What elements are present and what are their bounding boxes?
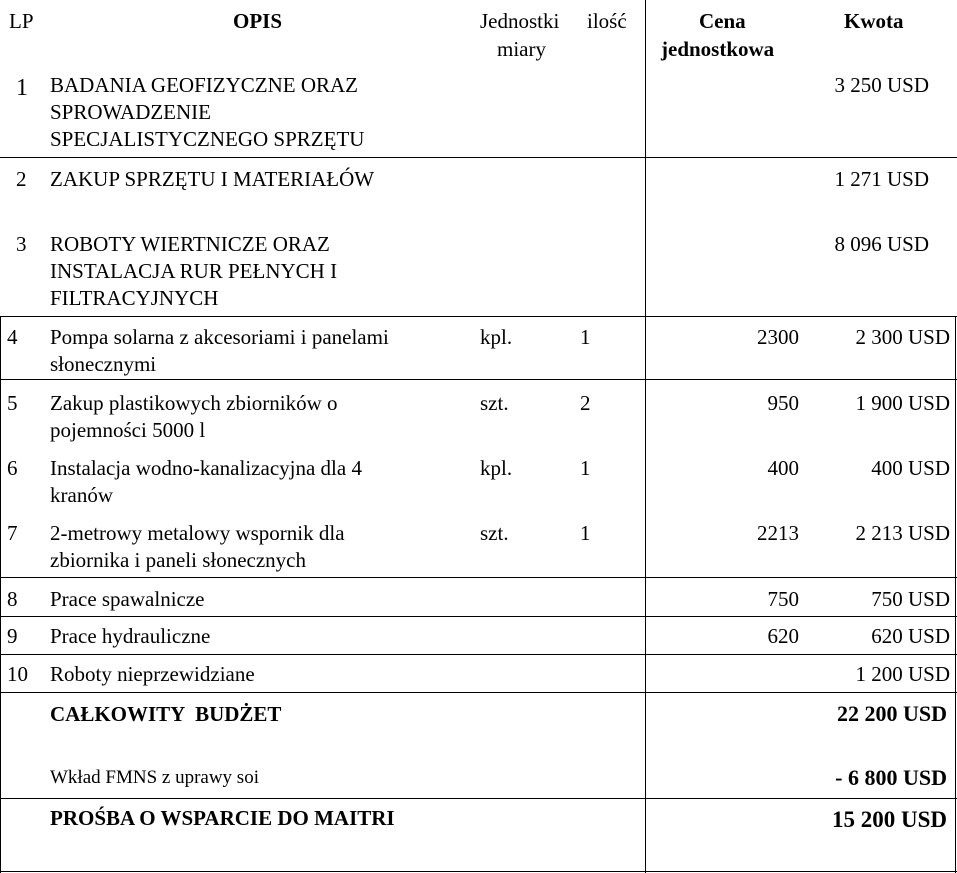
- support-request-label: PROŚBA O WSPARCIE DO MAITRI: [50, 806, 395, 830]
- row-divider: [0, 379, 957, 380]
- row-qty: 2: [580, 391, 591, 415]
- row-lp: 6: [7, 456, 18, 480]
- row-description-line: SPROWADZENIE: [50, 100, 211, 124]
- row-divider: [0, 577, 957, 578]
- row-amount: 400 USD: [871, 456, 950, 480]
- row-qty: 1: [580, 456, 591, 480]
- row-description-line: Roboty nieprzewidziane: [50, 662, 255, 686]
- row-divider: [0, 157, 957, 158]
- header-kwota: Kwota: [844, 9, 904, 33]
- row-amount: 750 USD: [871, 587, 950, 611]
- row-unit-price: 750: [767, 587, 799, 611]
- total-budget-amount: 22 200 USD: [836, 701, 947, 726]
- row-amount: 2 300 USD: [855, 325, 950, 349]
- row-divider: [0, 616, 957, 617]
- total-budget-label: CAŁKOWITY BUDŻET: [50, 702, 282, 726]
- row-description-line: pojemności 5000 l: [50, 418, 206, 442]
- left-border: [0, 316, 1, 873]
- row-unit: szt.: [480, 391, 509, 415]
- row-qty: 1: [580, 521, 591, 545]
- row-lp: 1: [16, 75, 28, 101]
- row-divider: [0, 692, 957, 693]
- row-amount: 1 200 USD: [855, 662, 950, 686]
- row-unit-price: 620: [767, 624, 799, 648]
- header-ilosc: ilość: [587, 9, 627, 33]
- row-amount: 2 213 USD: [855, 521, 950, 545]
- header-jednostki-line2: miary: [497, 37, 546, 61]
- row-description-line: Prace hydrauliczne: [50, 624, 211, 648]
- row-lp: 9: [7, 624, 18, 648]
- row-description-line: słonecznymi: [50, 352, 157, 376]
- row-lp: 3: [16, 232, 27, 256]
- row-description-line: INSTALACJA RUR PEŁNYCH I: [50, 259, 338, 283]
- row-unit: kpl.: [480, 325, 513, 349]
- column-divider-qty: [645, 0, 646, 873]
- row-unit-price: 950: [767, 391, 799, 415]
- right-border: [955, 316, 956, 873]
- row-description-line: Prace spawalnicze: [50, 587, 205, 611]
- row-description-line: kranów: [50, 483, 113, 507]
- row-description-line: BADANIA GEOFIZYCZNE ORAZ: [50, 73, 358, 97]
- row-description-line: Zakup plastikowych zbiorników o: [50, 391, 338, 415]
- contribution-amount: - 6 800 USD: [835, 765, 947, 790]
- header-opis: OPIS: [233, 9, 283, 33]
- row-unit-price: 2300: [757, 325, 799, 349]
- row-amount: 1 900 USD: [855, 391, 950, 415]
- row-divider: [0, 798, 957, 799]
- row-divider: [0, 654, 957, 655]
- row-unit: szt.: [480, 521, 509, 545]
- row-description-line: FILTRACYJNYCH: [50, 286, 219, 310]
- bottom-border: [0, 871, 957, 872]
- row-lp: 7: [7, 521, 18, 545]
- header-jednostki-line1: Jednostki: [480, 9, 560, 33]
- row-lp: 8: [7, 587, 18, 611]
- row-unit-price: 400: [767, 456, 799, 480]
- row-lp: 4: [7, 325, 18, 349]
- row-description-line: zbiornika i paneli słonecznych: [50, 548, 306, 572]
- row-description-line: 2-metrowy metalowy wspornik dla: [50, 521, 345, 545]
- row-amount: 620 USD: [871, 624, 950, 648]
- row-lp: 5: [7, 391, 18, 415]
- row-description-line: SPECJALISTYCZNEGO SPRZĘTU: [50, 127, 365, 151]
- row-lp: 2: [16, 167, 27, 191]
- contribution-label: Wkład FMNS z uprawy soi: [50, 767, 259, 788]
- header-cena-line1: Cena: [699, 9, 746, 33]
- row-description-line: ZAKUP SPRZĘTU I MATERIAŁÓW: [50, 167, 375, 191]
- header-lp: LP: [9, 9, 34, 33]
- row-description-line: Pompa solarna z akcesoriami i panelami: [50, 325, 389, 349]
- header-cena-line2: jednostkowa: [661, 37, 775, 61]
- row-amount: 3 250 USD: [834, 73, 929, 97]
- row-description-line: Instalacja wodno-kanalizacyjna dla 4: [50, 456, 362, 480]
- row-qty: 1: [580, 325, 591, 349]
- row-description-line: ROBOTY WIERTNICZE ORAZ: [50, 232, 330, 256]
- row-divider: [0, 316, 957, 317]
- support-request-amount: 15 200 USD: [831, 807, 947, 832]
- row-unit: kpl.: [480, 456, 513, 480]
- row-amount: 1 271 USD: [834, 167, 929, 191]
- row-unit-price: 2213: [757, 521, 799, 545]
- row-amount: 8 096 USD: [834, 232, 929, 256]
- row-lp: 10: [7, 662, 28, 686]
